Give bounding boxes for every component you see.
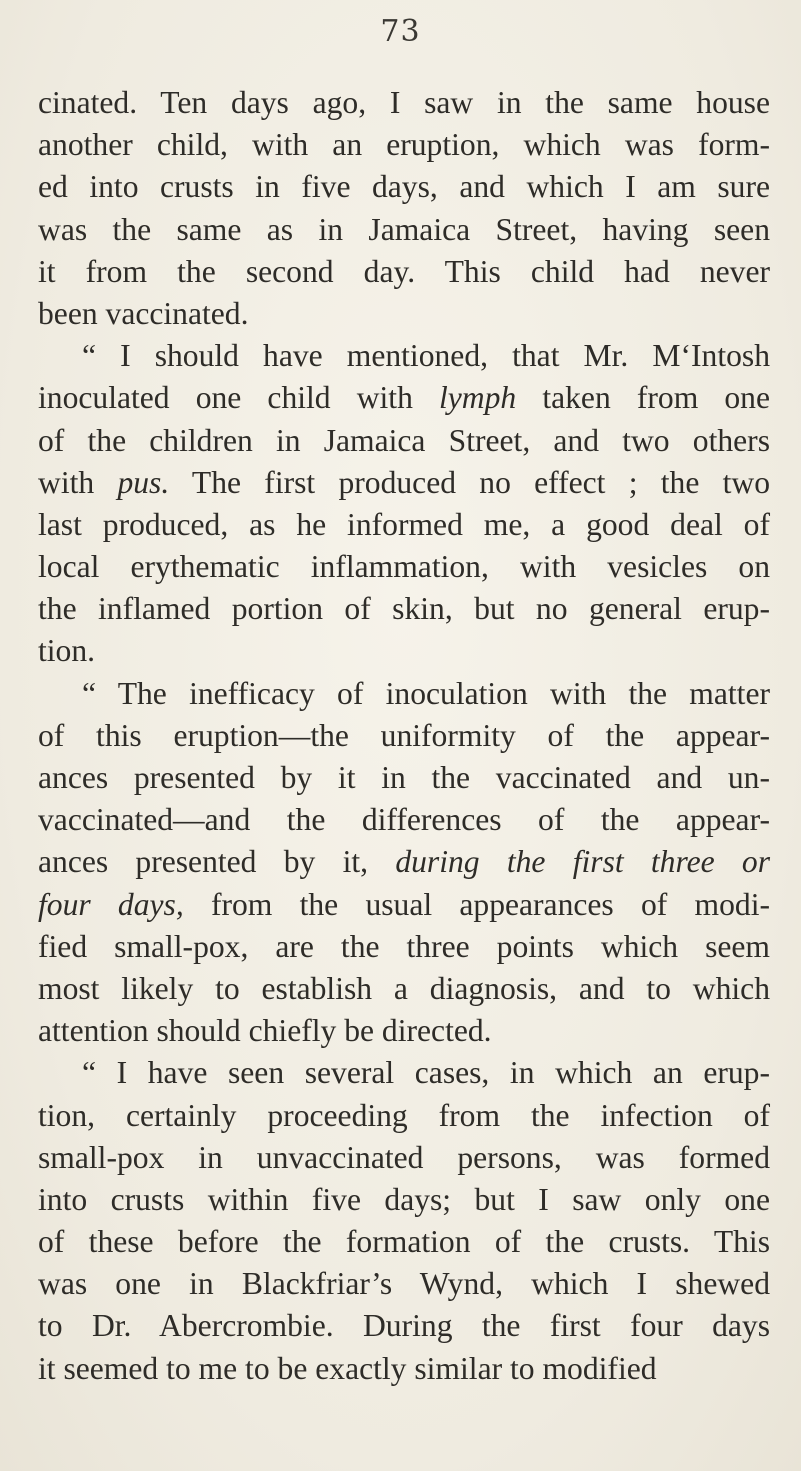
text-segment: “ I have seen several cases, in which an erup- bbox=[82, 1055, 770, 1091]
text-line bbox=[38, 1348, 770, 1390]
italic-text: pus. bbox=[117, 464, 170, 500]
text-segment: fied small-pox, are the three points which seem bbox=[38, 928, 770, 964]
text-segment: of this eruption—the uniformity of the appear- bbox=[38, 717, 770, 753]
text-line bbox=[38, 968, 770, 1010]
text-line bbox=[38, 1052, 770, 1094]
text-line bbox=[38, 841, 770, 883]
text-segment: another child, with an eruption, which was form- bbox=[38, 127, 770, 163]
text-segment: been vaccinated. bbox=[38, 295, 249, 331]
text-segment: ances presented by it, bbox=[38, 844, 396, 880]
text-line bbox=[38, 377, 770, 419]
text-segment: of these before the formation of the crusts. This bbox=[38, 1224, 770, 1260]
text-line bbox=[38, 926, 770, 968]
text-line bbox=[38, 335, 770, 377]
text-line bbox=[38, 166, 770, 208]
text-segment: last produced, as he informed me, a good deal of bbox=[38, 506, 770, 542]
text-line bbox=[38, 124, 770, 166]
text-line bbox=[38, 1010, 770, 1052]
italic-text: four days, bbox=[38, 886, 184, 922]
text-segment: small-pox in unvaccinated persons, was formed bbox=[38, 1139, 770, 1175]
text-segment: into crusts within five days; but I saw only one bbox=[38, 1181, 770, 1217]
text-segment: cinated. Ten days ago, I saw in the same house bbox=[38, 85, 770, 120]
text-segment: attention should chiefly be directed. bbox=[38, 1013, 492, 1049]
text-segment: local erythematic inflammation, with vesicles on bbox=[38, 549, 770, 585]
text-line bbox=[38, 884, 770, 926]
text-segment: inoculated one child with bbox=[38, 380, 439, 416]
text-line bbox=[38, 251, 770, 293]
text-line bbox=[38, 504, 770, 546]
text-segment: to Dr. Abercrombie. During the first four days bbox=[38, 1308, 770, 1344]
page-number: 73 bbox=[380, 14, 421, 49]
text-line bbox=[38, 1221, 770, 1263]
text-line bbox=[38, 546, 770, 588]
text-line bbox=[38, 799, 770, 841]
text-segment: tion. bbox=[38, 633, 96, 669]
text-segment: The first produced no effect ; the two bbox=[169, 464, 770, 500]
text-line bbox=[38, 1095, 770, 1137]
text-segment: from the usual appearances of modi- bbox=[183, 886, 770, 922]
text-line bbox=[38, 462, 770, 504]
text-line bbox=[38, 293, 770, 335]
text-segment: tion, certainly proceeding from the infection of bbox=[38, 1097, 770, 1133]
text-line bbox=[38, 715, 770, 757]
text-segment: with bbox=[38, 464, 118, 500]
text-segment: ances presented by it in the vaccinated and un- bbox=[38, 760, 770, 795]
text-segment: the inflamed portion of skin, but no general erup- bbox=[38, 591, 770, 627]
text-segment: vaccinated—and the differences of the appear- bbox=[38, 802, 770, 838]
text-segment: it from the second day. This child had never bbox=[38, 253, 770, 289]
text-segment: it seemed to me to be exactly similar to modified bbox=[38, 1350, 657, 1386]
text-segment: of the children in Jamaica Street, and two others bbox=[38, 422, 770, 458]
text-segment: most likely to establish a diagnosis, and to which bbox=[38, 970, 770, 1006]
text-segment: was one in Blackfriar’s Wynd, which I shewed bbox=[38, 1266, 770, 1302]
text-line bbox=[38, 1137, 770, 1179]
text-line bbox=[38, 1305, 770, 1347]
text-line bbox=[38, 673, 770, 715]
italic-text: during the first three or bbox=[395, 844, 770, 880]
text-line bbox=[38, 209, 770, 251]
text-line bbox=[38, 82, 770, 124]
text-line bbox=[38, 757, 770, 799]
text-line bbox=[38, 1263, 770, 1305]
text-line bbox=[38, 420, 770, 462]
text-segment: taken from one bbox=[516, 380, 770, 416]
italic-text: lymph bbox=[439, 380, 517, 416]
body-text bbox=[38, 82, 770, 1390]
text-segment: “ I should have mentioned, that Mr. M‘Intosh bbox=[82, 338, 770, 374]
text-segment: “ The inefficacy of inoculation with the matter bbox=[82, 675, 770, 711]
text-line bbox=[38, 1179, 770, 1221]
text-segment: was the same as in Jamaica Street, having seen bbox=[38, 211, 770, 247]
text-line bbox=[38, 588, 770, 630]
text-line bbox=[38, 630, 770, 672]
text-segment: ed into crusts in five days, and which I am sure bbox=[38, 169, 770, 205]
